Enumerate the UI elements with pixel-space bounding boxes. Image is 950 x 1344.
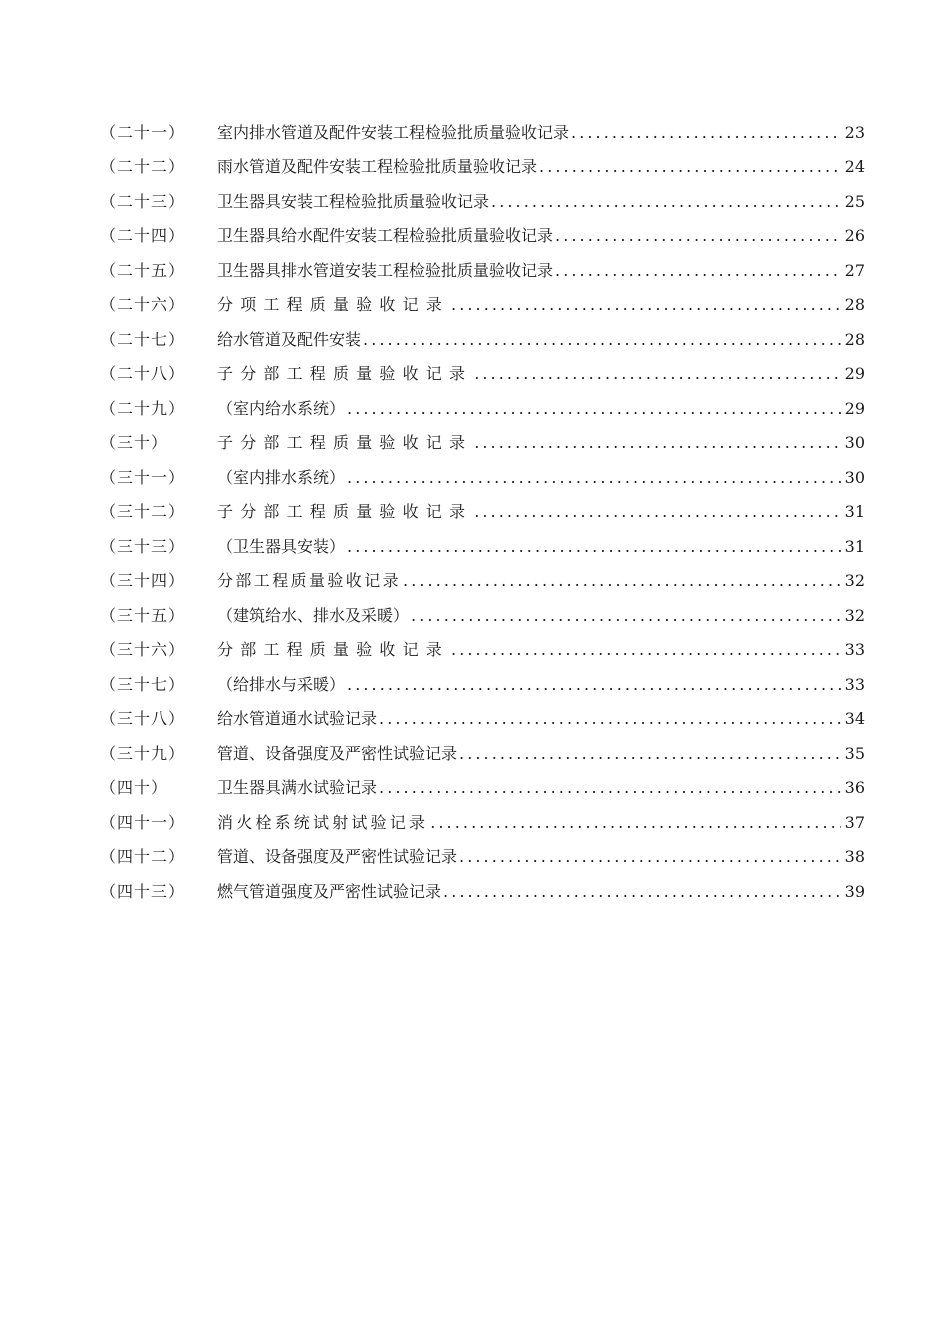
toc-entry-page: 23 <box>844 122 865 142</box>
toc-entry-title: 分部工程质量验收记录 <box>217 640 450 659</box>
toc-leader-dots <box>403 567 841 595</box>
toc-leader-dots <box>411 602 841 630</box>
toc-entry-page: 28 <box>844 329 865 349</box>
toc-entry-page: 33 <box>844 640 865 659</box>
toc-entry-title: （室内排水系统） <box>217 467 346 487</box>
toc-entry-page: 36 <box>844 778 865 797</box>
toc-entry-22[interactable] <box>100 147 865 182</box>
toc-leader-dots <box>451 636 841 664</box>
toc-entry-title: 卫生器具给水配件安装工程检验批质量验收记录 <box>217 226 554 245</box>
toc-entry-page: 30 <box>844 433 865 452</box>
toc-entry-28[interactable] <box>100 354 865 389</box>
toc-entry-39[interactable] <box>100 733 865 768</box>
toc-leader-dots <box>363 326 841 354</box>
toc-entry-31[interactable] <box>100 457 865 492</box>
toc-leader-dots <box>347 464 841 492</box>
toc-entry-number: （二十四） <box>100 226 186 245</box>
toc-entry-title: 卫生器具满水试验记录 <box>217 778 378 797</box>
toc-entry-25[interactable] <box>100 250 865 285</box>
toc-entry-number: （四十一） <box>100 812 186 832</box>
toc-leader-dots <box>474 429 841 457</box>
toc-entry-title: （卫生器具安装） <box>217 536 346 556</box>
toc-leader-dots <box>443 878 841 906</box>
toc-entry-number: （三十七） <box>100 674 186 694</box>
toc-entry-number: （三十八） <box>100 709 186 728</box>
toc-entry-title: 燃气管道强度及严密性试验记录 <box>217 881 442 901</box>
toc-entry-number: （二十一） <box>100 122 186 142</box>
toc-entry-page: 28 <box>844 295 865 314</box>
toc-entry-title: 分项工程质量验收记录 <box>217 295 450 314</box>
toc-entry-page: 32 <box>844 571 865 590</box>
toc-entry-number: （二十九） <box>100 398 186 418</box>
toc-entry-page: 33 <box>844 674 865 694</box>
toc-entry-number: （三十六） <box>100 640 186 659</box>
toc-entry-40[interactable] <box>100 768 865 803</box>
toc-entry-35[interactable] <box>100 595 865 630</box>
toc-leader-dots <box>347 395 841 423</box>
toc-entry-number: （二十二） <box>100 157 186 176</box>
toc-entry-page: 29 <box>844 364 865 383</box>
toc-entry-34[interactable] <box>100 561 865 596</box>
toc-entry-title: 卫生器具安装工程检验批质量验收记录 <box>217 191 490 211</box>
toc-entry-page: 26 <box>844 226 865 245</box>
toc-leader-dots <box>571 119 841 147</box>
toc-entry-page: 35 <box>844 743 865 763</box>
toc-entry-32[interactable] <box>100 492 865 527</box>
toc-entry-number: （二十五） <box>100 260 186 280</box>
toc-entry-page: 34 <box>844 709 865 728</box>
toc-entry-number: （四十三） <box>100 881 186 901</box>
toc-entry-page: 27 <box>844 260 865 280</box>
toc-entry-title: 子分部工程质量验收记录 <box>217 502 473 521</box>
toc-entry-38[interactable] <box>100 699 865 734</box>
toc-leader-dots <box>347 671 841 699</box>
toc-entry-title: （建筑给水、排水及采暖） <box>217 605 410 625</box>
toc-entry-page: 24 <box>844 157 865 176</box>
toc-entry-number: （二十七） <box>100 329 186 349</box>
toc-entry-37[interactable] <box>100 664 865 699</box>
toc-entry-title: 卫生器具排水管道安装工程检验批质量验收记录 <box>217 260 554 280</box>
toc-entry-number: （三十一） <box>100 467 186 487</box>
toc-entry-page: 39 <box>844 881 865 901</box>
toc-entry-title: 管道、设备强度及严密性试验记录 <box>217 743 458 763</box>
toc-leader-dots <box>474 360 841 388</box>
table-of-contents <box>100 112 865 906</box>
toc-entry-33[interactable] <box>100 526 865 561</box>
toc-entry-page: 31 <box>844 502 865 521</box>
toc-leader-dots <box>555 257 841 285</box>
toc-entry-number: （四十二） <box>100 847 186 866</box>
toc-entry-number: （三十三） <box>100 536 186 556</box>
toc-entry-number: （二十八） <box>100 364 186 383</box>
toc-entry-26[interactable] <box>100 285 865 320</box>
toc-leader-dots <box>459 740 841 768</box>
toc-leader-dots <box>379 774 841 802</box>
toc-entry-page: 25 <box>844 191 865 211</box>
toc-entry-27[interactable] <box>100 319 865 354</box>
toc-entry-number: （二十三） <box>100 191 186 211</box>
toc-entry-number: （三十） <box>100 433 169 452</box>
toc-entry-page: 31 <box>844 536 865 556</box>
toc-entry-42[interactable] <box>100 837 865 872</box>
toc-leader-dots <box>459 843 841 871</box>
toc-leader-dots <box>474 498 841 526</box>
toc-entry-title: 子分部工程质量验收记录 <box>217 433 473 452</box>
toc-leader-dots <box>555 222 841 250</box>
toc-entry-29[interactable] <box>100 388 865 423</box>
toc-entry-30[interactable] <box>100 423 865 458</box>
toc-entry-title: 子分部工程质量验收记录 <box>217 364 473 383</box>
toc-entry-21[interactable] <box>100 112 865 147</box>
toc-leader-dots <box>451 291 841 319</box>
toc-entry-23[interactable] <box>100 181 865 216</box>
toc-leader-dots <box>491 188 841 216</box>
toc-entry-page: 38 <box>844 847 865 866</box>
toc-entry-page: 30 <box>844 467 865 487</box>
toc-entry-number: （三十九） <box>100 743 186 763</box>
toc-entry-title: 雨水管道及配件安装工程检验批质量验收记录 <box>217 157 538 176</box>
toc-entry-number: （三十二） <box>100 502 186 521</box>
toc-leader-dots <box>379 705 841 733</box>
toc-leader-dots <box>539 153 841 181</box>
toc-entry-24[interactable] <box>100 216 865 251</box>
toc-entry-page: 37 <box>844 812 865 832</box>
toc-entry-title: （室内给水系统） <box>217 398 346 418</box>
toc-entry-36[interactable] <box>100 630 865 665</box>
toc-entry-41[interactable] <box>100 802 865 837</box>
toc-entry-number: （二十六） <box>100 295 186 314</box>
toc-entry-number: （三十四） <box>100 571 186 590</box>
toc-leader-dots <box>430 809 841 837</box>
toc-entry-number: （四十） <box>100 778 169 797</box>
toc-entry-title: 室内排水管道及配件安装工程检验批质量验收记录 <box>217 122 570 142</box>
toc-entry-page: 32 <box>844 605 865 625</box>
toc-entry-title: （给排水与采暖） <box>217 674 346 694</box>
toc-entry-title: 给水管道及配件安装 <box>217 329 362 349</box>
toc-entry-page: 29 <box>844 398 865 418</box>
toc-entry-title: 管道、设备强度及严密性试验记录 <box>217 847 458 866</box>
toc-entry-number: （三十五） <box>100 605 186 625</box>
toc-entry-43[interactable] <box>100 871 865 906</box>
toc-entry-title: 分部工程质量验收记录 <box>217 571 402 590</box>
toc-leader-dots <box>347 533 841 561</box>
toc-entry-title: 消火栓系统试射试验记录 <box>217 812 429 832</box>
toc-entry-title: 给水管道通水试验记录 <box>217 709 378 728</box>
